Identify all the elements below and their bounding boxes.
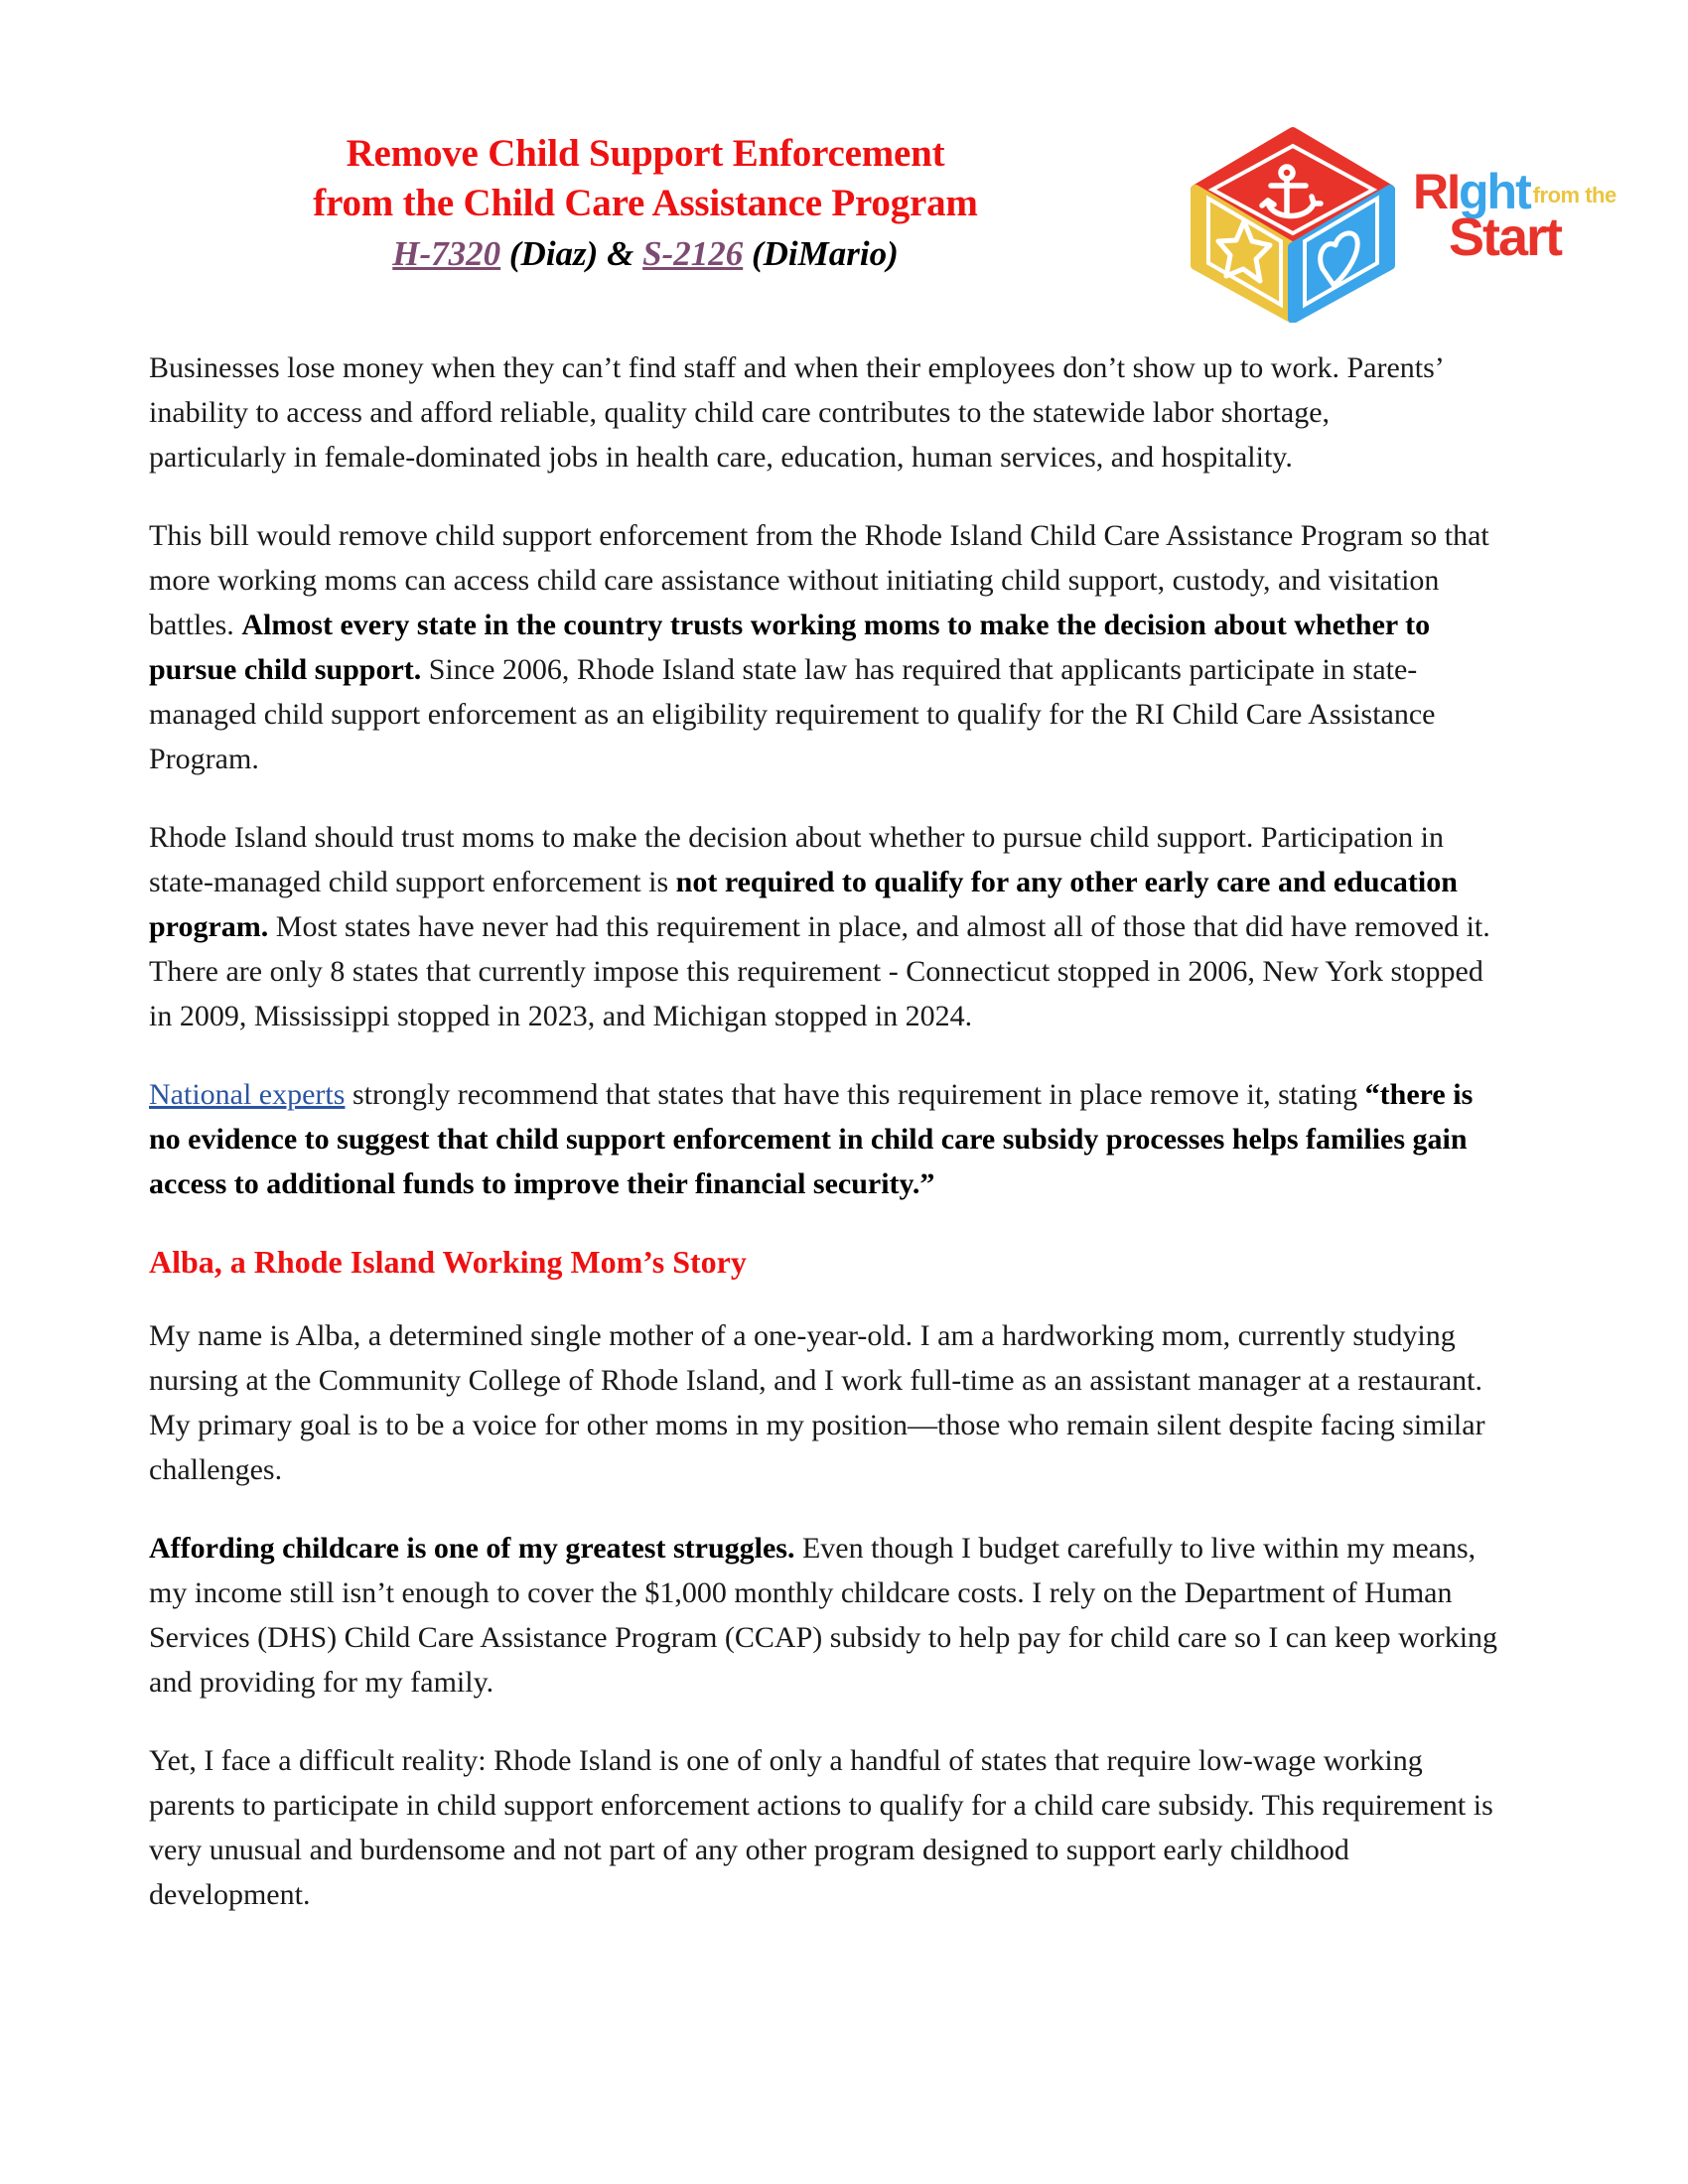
title-block [149,129,1142,280]
paragraph-business-impact: Businesses lose money when they can’t find staff and when their employees don’t show up to work. Parents’ inability to access and afford reliable, quality child care contributes to the statewide labor shortage, particularly in female-dominated jobs in health care, education, human services, and hospitality. [149,351,1443,474]
page-title-line-1: Remove Child Support Enforcement [346,132,945,175]
national-experts-link[interactable]: National experts [149,1078,346,1111]
house-bill-link[interactable]: H-7320 [392,234,501,273]
paragraph-national-experts [149,1072,1509,1206]
paragraph-bill-summary [149,513,1509,781]
p6-text-a: Even though I budget carefully to live within my means, my income still isn’t enough to cover the $1,000 monthly childcare costs. I rely on the Department of Human Services (DHS) Child Care Assistance Program (CCAP) subsidy to help pay for child care so I can keep working and providing for my family. [149,1532,1498,1699]
logo-text-start: Start [1449,207,1562,267]
paragraph-alba-intro: My name is Alba, a determined single mother of a one-year-old. I am a hardworking mom, currently studying nursing at the Community College of Rhode Island, and I work full-time as an assistant manager at a restaurant. My primary goal is to be a voice for other moms in my position—those who remain silent despite facing similar challenges. [149,1319,1485,1486]
senate-bill-link[interactable]: S-2126 [642,234,744,273]
logo-text-from-the: from the [1532,183,1617,207]
p4-quote-bold: “there is no evidence to suggest that child support enforcement in child care subsidy processes helps families gain access to additional funds to improve their financial security.” [149,1078,1474,1200]
p4-text-a: strongly recommend that states that have this requirement in place remove it, stating [345,1078,1365,1111]
ampersand-text: & [607,234,643,273]
logo-text-ght: ght [1459,164,1530,219]
logo-text-ri: RI [1413,164,1459,219]
page-title-line-2: from the Child Care Assistance Program [313,182,978,224]
p3-bold-emphasis: not required to qualify for any other early care and education program. [149,866,1458,943]
organization-logo [1187,119,1617,318]
paragraph-other-states [149,815,1509,1038]
senate-sponsor-text: (DiMario) [743,234,899,273]
paragraph-affording-childcare [149,1526,1509,1705]
p3-text-a: Rhode Island should trust moms to make the decision about whether to pursue child support. Participation in state-managed child support enforcement is [149,821,1444,898]
p3-text-b: Most states have never had this requirement in place, and almost all of those that did have removed it. There are only 8 states that currently impose this requirement - Connecticut stopped in 2006, New York stopped in 2009, Mississippi stopped in 2023, and Michigan stopped in 2024. [149,910,1490,1032]
logo-wordmark [1413,164,1617,306]
p2-text-b: Since 2006, Rhode Island state law has required that applicants participate in state-managed child support enforcement as an eligibility requirement to qualify for the RI Child Care Assistance Program. [149,653,1436,775]
p2-text-a: This bill would remove child support enforcement from the Rhode Island Child Care Assistance Program so that more working moms can access child care assistance without initiating child support, custody, and visitation battles. [149,519,1489,641]
paragraph-difficult-reality: Yet, I face a difficult reality: Rhode Island is one of only a handful of states that require low-wage working parents to participate in child support enforcement actions to qualify for a child care subsidy. This requirement is very unusual and burdensome and not part of any other program designed to support early childhood development. [149,1744,1493,1911]
p2-bold-emphasis: Almost every state in the country trusts working moms to make the decision about whether to pursue child support. [149,609,1431,686]
bill-number-line [149,228,1142,280]
document-header [0,0,1688,308]
p6-bold-emphasis: Affording childcare is one of my greatest struggles. [149,1532,795,1565]
house-sponsor-text: (Diaz) [500,234,608,273]
document-body [149,345,1509,1951]
building-block-cube-icon [1187,124,1400,323]
section-heading-alba-story: Alba, a Rhode Island Working Mom’s Story [149,1244,747,1280]
